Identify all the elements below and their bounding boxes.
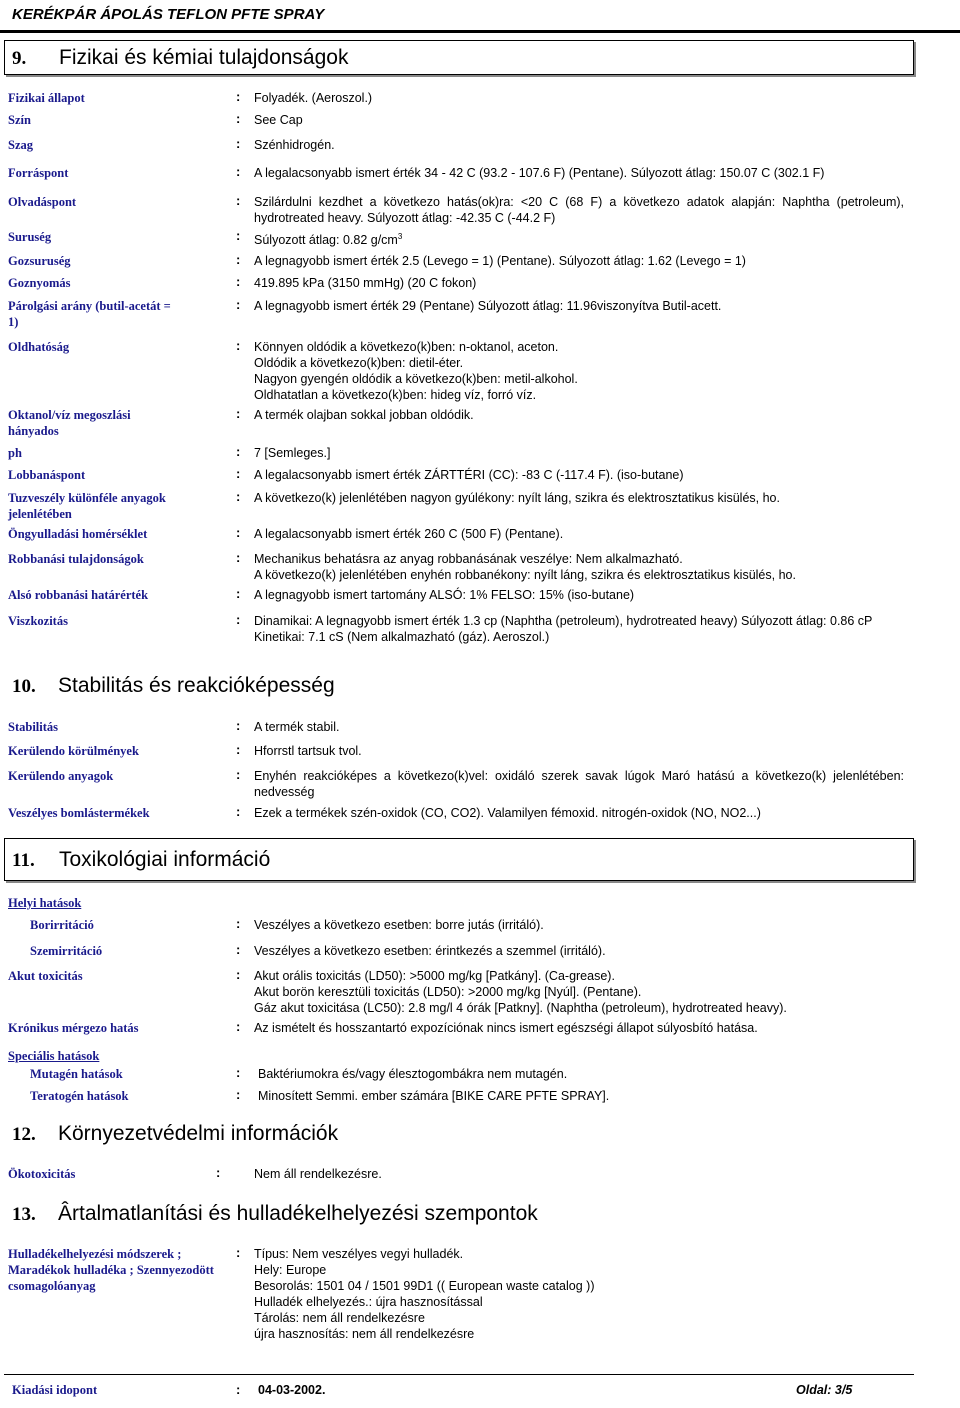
value-line: A legalacsonyabb ismert érték 34 - 42 C (93.2 - 107.6 F) (Pentane). Súlyozott átlag: 150.07 C (302.1 F): [254, 166, 825, 180]
section-title: Fizikai és kémiai tulajdonságok: [59, 46, 349, 69]
special-effects-heading: Speciális hatások: [8, 1049, 100, 1063]
colon: :: [236, 718, 241, 733]
disposal-label: [8, 1246, 233, 1294]
value-line: Hforrstl tartsuk tvol.: [254, 744, 362, 758]
property-label: Szemirritáció: [30, 944, 103, 958]
property-value: [258, 1066, 908, 1082]
section-number: 12.: [12, 1124, 36, 1145]
colon: :: [236, 274, 241, 289]
property-label: Szag: [8, 138, 33, 152]
property-value: [254, 587, 904, 603]
disposal-label-line: Maradékok hulladéka ; Szennyezodött: [8, 1263, 214, 1277]
value-line: A legalacsonyabb ismert érték 260 C (500 F) (Pentane).: [254, 527, 564, 541]
property-label: Oldhatóság: [8, 340, 70, 354]
value-line: A következo(k) jelenlétében enyhén robbanékony: nyílt láng, szikra és elektrosztatikus kisülés, ho.: [254, 568, 796, 582]
value-line: Ezek a termékek szén-oxidok (CO, CO2). Valamilyen fémoxid. nitrogén-oxidok (NO, NO2...): [254, 806, 761, 820]
property-label: Akut toxicitás: [8, 969, 83, 983]
colon: :: [236, 489, 241, 504]
section-number: 9.: [12, 48, 27, 69]
property-label: Gozsuruség: [8, 254, 71, 268]
section-9-heading: [4, 40, 914, 75]
value-line: Veszélyes a következo esetben: borre jutás (irritáló).: [254, 918, 544, 932]
local-effects-heading: Helyi hatások: [8, 896, 82, 910]
value-line: Veszélyes a következo esetben: érintkezés a szemmel (irritáló).: [254, 944, 606, 958]
property-value: [254, 768, 904, 800]
property-value: [254, 165, 904, 181]
colon: :: [236, 767, 241, 782]
colon: :: [236, 406, 241, 421]
property-label: Forráspont: [8, 166, 69, 180]
property-label: Stabilitás: [8, 720, 59, 734]
property-label: Olvadáspont: [8, 195, 77, 209]
property-label: Alsó robbanási határérték: [8, 588, 149, 602]
issue-date-label: Kiadási idopont: [12, 1383, 98, 1397]
colon: :: [236, 804, 241, 819]
value-line: Szénhidrogén.: [254, 138, 335, 152]
property-label: Oktanol/víz megoszlási hányados: [8, 408, 131, 438]
value-line: 7 [Semleges.]: [254, 446, 331, 460]
value-line: A legalacsonyabb ismert érték ZÁRTTÉRI (CC): -83 C (-117.4 F). (iso-butane): [254, 468, 684, 482]
value-line: Baktériumokra és/vagy élesztogombákra nem mutagén.: [258, 1067, 568, 1081]
section-11-heading: [4, 838, 914, 881]
colon: :: [236, 444, 241, 459]
colon: :: [236, 916, 241, 931]
value-line: Oldhatatlan a következo(k)ben: hideg víz, forró víz.: [254, 388, 537, 402]
value-line: Oldódik a következo(k)ben: dietil-éter.: [254, 356, 464, 370]
section-number: 11.: [12, 850, 35, 871]
property-label: Párolgási arány (butil-acetát = 1): [8, 299, 171, 329]
property-value: [254, 1020, 904, 1036]
property-value: [254, 229, 904, 248]
colon: :: [216, 1165, 221, 1180]
value-line: A legnagyobb ismert tartomány ALSÓ: 1% FELSO: 15% (iso-butane): [254, 588, 635, 602]
property-value: [254, 137, 904, 153]
value-line: A következo(k) jelenlétében nagyon gyúlékony: nyílt láng, szikra és elektrosztatikus kisülés, ho.: [254, 491, 780, 505]
value-line: See Cap: [254, 113, 303, 127]
colon: :: [236, 1245, 241, 1260]
property-label: ph: [8, 446, 22, 460]
value-line: Dinamikai: A legnagyobb ismert érték 1.3 cp (Naphtha (petroleum), hydrotreated heavy) Súlyozott átlag: 0.86 cP: [254, 614, 873, 628]
property-value: [254, 805, 904, 821]
property-value: [254, 526, 904, 542]
unit-superscript: 3: [397, 232, 403, 241]
property-value: [258, 1088, 908, 1104]
colon: :: [236, 525, 241, 540]
issue-date: 04-03-2002.: [258, 1383, 326, 1397]
disposal-label-line: csomagolóanyag: [8, 1279, 96, 1293]
value-line: Nem áll rendelkezésre.: [254, 1167, 382, 1181]
value-line: A legnagyobb ismert érték 29 (Pentane) Súlyozott átlag: 11.96viszonyítva Butil-acett.: [254, 299, 722, 313]
value-line: 419.895 kPa (3150 mmHg) (20 C fokon): [254, 276, 477, 290]
value-line: Minosített Semmi. ember számára [BIKE CARE PFTE SPRAY].: [258, 1089, 610, 1103]
colon: :: [236, 1019, 241, 1034]
property-value: [254, 968, 904, 1016]
section-title: Toxikológiai információ: [59, 848, 271, 871]
property-label: Kerülendo körülmények: [8, 744, 139, 758]
colon: :: [236, 297, 241, 312]
colon: :: [236, 942, 241, 957]
colon: :: [236, 228, 241, 243]
colon: :: [236, 612, 241, 627]
value-line: Folyadék. (Aeroszol.): [254, 91, 373, 105]
property-label: Robbanási tulajdonságok: [8, 552, 144, 566]
colon: :: [236, 550, 241, 565]
section-number: 10.: [12, 676, 36, 697]
value-line: Gáz akut toxicitása (LC50): 2.8 mg/l 4 órák [Patkny]. (Naphtha (petroleum), hydrotreated heavy).: [254, 1001, 787, 1015]
property-label: Suruség: [8, 230, 52, 244]
colon: :: [236, 111, 241, 126]
colon: :: [236, 466, 241, 481]
value-line: A termék stabil.: [254, 720, 340, 734]
property-label: Kerülendo anyagok: [8, 769, 114, 783]
value-line: Súlyozott átlag: 0.82 g/cm: [254, 233, 398, 248]
property-value: [254, 339, 904, 403]
colon: :: [236, 1382, 241, 1397]
value-line: Akut orális toxicitás (LD50): >5000 mg/kg [Patkány]. (Ca-grease).: [254, 969, 615, 983]
property-value: [254, 275, 904, 291]
property-label: Borirritáció: [30, 918, 94, 932]
property-label: Goznyomás: [8, 276, 71, 290]
property-value: [254, 445, 904, 461]
value-line: Az ismételt és hosszantartó expozíciónak nincs ismert egészségi állapot súlyosbító hatása.: [254, 1021, 758, 1035]
section-title: Stabilitás és reakcióképesség: [58, 674, 335, 697]
property-value: [254, 253, 904, 269]
value-line: Típus: Nem veszélyes vegyi hulladék.: [254, 1247, 464, 1261]
colon: :: [236, 1065, 241, 1080]
colon: :: [236, 586, 241, 601]
property-label: Teratogén hatások: [30, 1089, 129, 1103]
property-value: [254, 407, 904, 423]
footer-rule: [4, 1374, 914, 1375]
colon: :: [236, 1087, 241, 1102]
property-value: [254, 551, 904, 583]
value-line: Hulladék elhelyezés.: újra hasznosítással: [254, 1295, 483, 1309]
property-value: [254, 90, 904, 106]
colon: :: [236, 136, 241, 151]
disposal-label-line: Hulladékelhelyezési módszerek ;: [8, 1247, 182, 1261]
property-label: Viszkozitás: [8, 614, 68, 628]
property-value: [254, 943, 904, 959]
colon: :: [236, 967, 241, 982]
property-value: [254, 298, 904, 314]
property-label: Lobbanáspont: [8, 468, 86, 482]
colon: :: [236, 252, 241, 267]
property-label: Veszélyes bomlástermékek: [8, 806, 150, 820]
section-number: 13.: [12, 1204, 36, 1225]
colon: :: [236, 742, 241, 757]
property-label: Ökotoxicitás: [8, 1167, 76, 1181]
property-label: Mutagén hatások: [30, 1067, 123, 1081]
colon: :: [236, 89, 241, 104]
value-line: újra hasznosítás: nem áll rendelkezésre: [254, 1327, 475, 1341]
property-label: Krónikus mérgezo hatás: [8, 1021, 139, 1035]
property-value: [254, 1166, 904, 1182]
value-line: Kinetikai: 7.1 cS (Nem alkalmazható (gáz). Aeroszol.): [254, 630, 550, 644]
value-line: Besorolás: 1501 04 / 1501 99D1 (( European waste catalog )): [254, 1279, 595, 1293]
value-line: Nagyon gyengén oldódik a következo(k)ben: metil-alkohol.: [254, 372, 578, 386]
property-label: Fizikai állapot: [8, 91, 85, 105]
property-value: [254, 719, 904, 735]
section-title: Ârtalmatlanítási és hulladékelhelyezési szempontok: [58, 1202, 538, 1225]
property-value: [254, 194, 904, 226]
property-value: [254, 490, 904, 506]
property-value: [254, 743, 904, 759]
value-line: Mechanikus behatásra az anyag robbanásának veszélye: Nem alkalmazható.: [254, 552, 683, 566]
value-line: Akut borön keresztüli toxicitás (LD50): >2000 mg/kg [Nyúl]. (Pentane).: [254, 985, 642, 999]
page-number: Oldal: 3/5: [796, 1383, 853, 1397]
value-line: Tárolás: nem áll rendelkezésre: [254, 1311, 425, 1325]
property-label: Szín: [8, 113, 31, 127]
colon: :: [236, 338, 241, 353]
value-line: A termék olajban sokkal jobban oldódik.: [254, 408, 474, 422]
property-value: [254, 112, 904, 128]
header-rule: [0, 30, 960, 33]
value-line: Könnyen oldódik a következo(k)ben: n-oktanol, aceton.: [254, 340, 559, 354]
property-value: [254, 917, 904, 933]
disposal-value: [254, 1246, 904, 1342]
value-line: Hely: Europe: [254, 1263, 327, 1277]
section-title: Környezetvédelmi információk: [58, 1122, 339, 1145]
property-value: [254, 613, 904, 645]
value-line: Enyhén reakcióképes a következo(k)vel: oxidáló szerek savak lúgok Maró hatású a következo(k) jelenlétében: nedvesség: [254, 769, 904, 799]
property-value: [254, 467, 904, 483]
value-line: A legnagyobb ismert érték 2.5 (Levego = 1) (Pentane). Súlyozott átlag: 1.62 (Levego = 1): [254, 254, 746, 268]
property-label: Öngyulladási homérséklet: [8, 527, 148, 541]
document-header-title: KERÉKPÁR ÁPOLÁS TEFLON PFTE SPRAY: [12, 6, 325, 23]
colon: :: [236, 193, 241, 208]
property-label: Tuzveszély különféle anyagok jelenlétében: [8, 491, 166, 521]
value-line: Szilárdulni kezdhet a következo hatás(ok)ra: <20 C (68 F) a következo adatok alapján: Naphtha (petroleum), hydrotreated heavy. Súlyozott átlag: -42.35 C (-44.2 F): [254, 195, 904, 225]
colon: :: [236, 164, 241, 179]
